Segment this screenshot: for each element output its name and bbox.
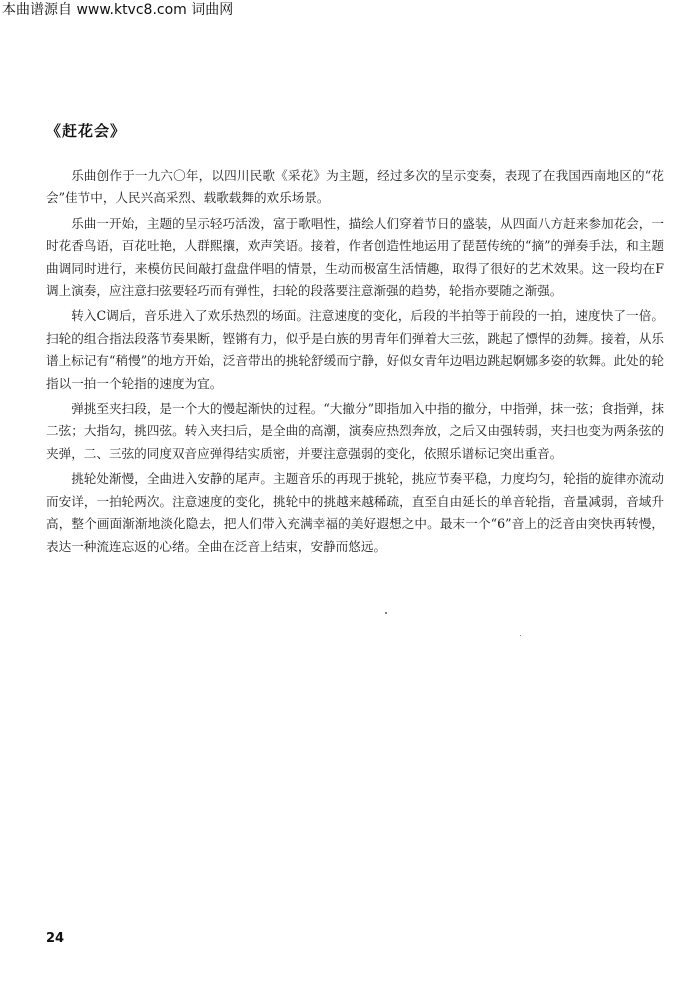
paragraph-2: 乐曲一开始，主题的呈示轻巧活泼，富于歌唱性，描绘人们穿着节日的盛装，从四面八方赶来参加花会，一时花香鸟语，百花吐艳，人群熙攘，欢声笑语。接着，作者创造性地运用了琵琶传统的“摘”的弹奏手法，和主题曲调同时进行，来模仿民间敲打盘盘伴唱的情景，生动而极富生活情趣，取得了很好的艺术效果。这一段均在F调上演奏，应注意扫弦要轻巧而有弹性，扫轮的段落要注意渐强的趋势，轮指亦要随之渐强。 bbox=[46, 215, 664, 299]
paragraph-1: 乐曲创作于一九六〇年，以四川民歌《采花》为主题，经过多次的呈示变奏，表现了在我国西南地区的“花会”佳节中，人民兴高采烈、载歌载舞的欢乐场景。 bbox=[46, 168, 664, 206]
paragraph-4: 弹挑至夹扫段，是一个大的慢起渐快的过程。“大撤分”即指加入中指的撤分，中指弹，抹一弦；食指弹，抹二弦；大指勾，挑四弦。转入夹扫后，是全曲的高潮，演奏应热烈奔放，之后又由强转弱，夹扫也变为两条弦的夹弹，二、三弦的同度双音应弹得结实质密，并要注意强弱的变化，依照乐谱标记突出重音。 bbox=[46, 401, 664, 461]
paragraph-3: 转入C调后，音乐进入了欢乐热烈的场面。注意速度的变化，后段的半拍等于前段的一拍，速度快了一倍。扫轮的组合指法段落节奏果断，铿锵有力，似乎是白族的男青年们弹着大三弦，跳起了慓悍的劲舞。接着，从乐谱上标记有“稍慢”的地方开始，泛音带出的挑轮舒缓而宁静，好似女青年边唱边跳起婀娜多姿的软舞。此处的轮指以一拍一个轮指的速度为宜。 bbox=[46, 308, 664, 391]
watermark-text: 本曲谱源自 www.ktvc8.com 词曲网 bbox=[2, 2, 234, 18]
paragraph-5: 挑轮处渐慢，全曲进入安静的尾声。主题音乐的再现于挑轮，挑应节奏平稳，力度均匀，轮指的旋律亦流动而安详，一拍轮两次。注意速度的变化，挑轮中的挑越来越稀疏，直至自由延长的单音轮指，音量减弱，音域升高，整个画面渐渐地淡化隐去，把人们带入充满幸福的美好遐想之中。最末一个“6”音上的泛音由突快再转慢，表达一种流连忘返的心绪。全曲在泛音上结束，安静而悠远。 bbox=[46, 471, 664, 554]
body-text bbox=[46, 165, 664, 561]
scan-speck bbox=[385, 612, 387, 614]
page-title: 《赶花会》 bbox=[46, 122, 127, 140]
page-number: 24 bbox=[46, 931, 65, 946]
scan-speck bbox=[520, 635, 521, 636]
